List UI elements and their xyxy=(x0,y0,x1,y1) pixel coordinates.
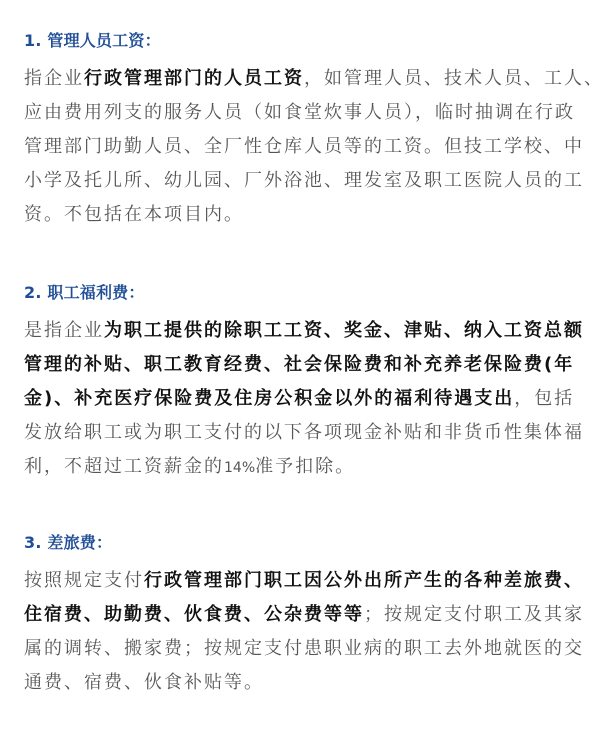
text-run: ；按规定支付职工及其家 xyxy=(364,604,584,625)
text-run: 是指企业 xyxy=(24,320,104,341)
text-line xyxy=(24,164,590,198)
text-run: 发放给职工或为职工支付的以下各项现金补贴和非货币性集体福 xyxy=(24,422,584,443)
text-line xyxy=(24,666,590,700)
section-body-3 xyxy=(24,564,590,700)
text-line xyxy=(24,564,590,598)
text-run: 按照规定支付 xyxy=(24,570,144,591)
text-run: 属的调转、搬家费；按规定支付患职业病的职工去外地就医的交 xyxy=(24,638,584,659)
text-line xyxy=(24,198,590,232)
text-run: 准予扣除。 xyxy=(255,456,356,477)
bold-text-run: 管理的补贴、职工教育经费、社会保险费和补充养老保险费(年 xyxy=(24,354,575,375)
text-line xyxy=(24,96,590,130)
bold-text-run: 金)、补充医疗保险费及住房公积金以外的福利待遇支出 xyxy=(24,388,515,409)
section-body-2 xyxy=(24,314,590,484)
text-line xyxy=(24,598,590,632)
bold-text-run: 行政管理部门职工因公外出所产生的各种差旅费、 xyxy=(144,570,584,591)
text-line xyxy=(24,62,604,96)
text-run: ，包括 xyxy=(514,388,575,409)
text-line xyxy=(24,450,590,484)
text-run: 管理部门助勤人员、全厂性仓库人员等的工资。但技工学校、中 xyxy=(24,136,584,157)
text-run: ，如管理人员、技术人员、工人、 xyxy=(304,68,604,89)
bold-text-run: 行政管理部门的人员工资 xyxy=(84,68,304,89)
text-line xyxy=(24,314,590,348)
text-run: 通费、宿费、伙食补贴等。 xyxy=(24,672,264,693)
text-run: 资。不包括在本项目内。 xyxy=(24,204,244,225)
text-run: 利，不超过工资薪金的 xyxy=(24,456,224,477)
text-run: 指企业 xyxy=(24,68,84,89)
bold-text-run: 为职工提供的除职工工资、奖金、津贴、纳入工资总额 xyxy=(104,320,584,341)
section-body-1 xyxy=(24,62,604,232)
text-run: 应由费用列支的服务人员（如食堂炊事人员），临时抽调在行政 xyxy=(24,102,575,123)
text-run: 小学及托儿所、幼儿园、厂外浴池、理发室及职工医院人员的工 xyxy=(24,170,584,191)
text-line xyxy=(24,348,590,382)
bold-text-run: 住宿费、助勤费、伙食费、公杂费等等 xyxy=(24,604,364,625)
text-line xyxy=(24,416,590,450)
section-heading-1: 1. 管理人员工资： xyxy=(24,31,161,50)
section-heading-3: 3. 差旅费： xyxy=(24,533,113,552)
text-line xyxy=(24,130,590,164)
text-line xyxy=(24,382,590,416)
text-line xyxy=(24,632,590,666)
section-heading-2: 2. 职工福利费： xyxy=(24,283,145,302)
text-run: 14% xyxy=(224,460,256,476)
